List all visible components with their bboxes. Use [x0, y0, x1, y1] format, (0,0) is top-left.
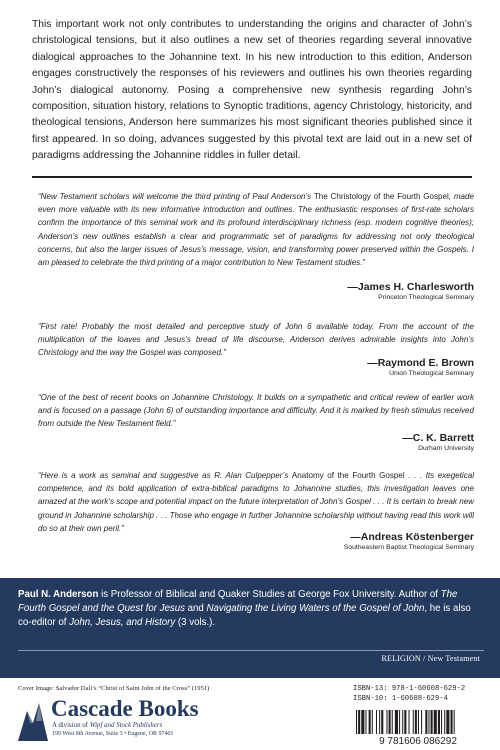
isbn-10: ISBN-10: 1-60608-629-4 — [353, 695, 448, 703]
quote-text: . . . Its exegetical competence, and its bold application of extra-biblical paradigms to Johannine studies, this investigation leaves one amazed at the work’s scope and potential impact on the future interpretation of John’s Gospel . . . It is certain to break new ground in Johannine scholarship . . . Those who engage in further Johannine scholarship without having read this work will do so at their own peril.” — [38, 471, 474, 533]
endorser-name: —C. K. Barrett — [402, 432, 474, 444]
cover-image-credit: Cover Image: Salvador Dalí’s “Christ of Saint John of the Cross” (1951) — [18, 685, 210, 692]
barcode-digits: 9 781606 086292 — [379, 736, 457, 746]
barcode-bar — [409, 710, 410, 734]
section-divider — [32, 176, 472, 178]
author-bio — [18, 588, 484, 631]
endorsement-quote — [38, 469, 474, 535]
endorser-name: —Andreas Köstenberger — [350, 531, 474, 543]
isbn-13: ISBN-13: 978-1-60608-629-2 — [353, 685, 466, 693]
book-title: The Fourth Gospel and the Quest for Jesus — [18, 589, 458, 615]
barcode-bar — [454, 710, 455, 734]
book-title: Navigating the Living Waters of the Gospel of John — [206, 603, 425, 615]
barcode-bar — [386, 710, 387, 734]
back-cover-description: This important work not only contributes to understanding the origins and character of John’s christological tensions, but it also outlines a new set of theories regarding several innovative dialogical approaches to the Johannine text. In his new introduction to this edition, Anderson engages constructively the responses of his reviewers and outlines his own theories regarding John’s dialogical autonomy. Posing a comprehensive new synthesis regarding John’s composition, situation history, relations to Synoptic traditions, agency Christology, historicity, and theological tensions, Anderson here summarizes his most significant theories published since it first appeared. In so doing, advances suggested by this pivotal text are laid out in a new set of paradigms addressing the Johannine riddles in fuller detail. — [32, 19, 472, 162]
barcode-bar — [358, 710, 360, 734]
barcode-bar — [372, 710, 373, 734]
barcode-bar — [434, 710, 437, 734]
publisher-logo — [18, 697, 228, 742]
barcode-bar — [369, 710, 371, 734]
bio-text: and — [184, 603, 207, 615]
barcode-bar — [441, 710, 442, 734]
barcode-bar — [438, 710, 440, 734]
quote-text: “First rate! Probably the most detailed and perceptive study of John 6 available today. From the account of the multiplication of the loaves and Jesus’s bread of life discourse, Anderson derives admirable insights into John’s Christology and the way the Gospel was composed.” — [38, 322, 474, 358]
barcode-bar — [415, 710, 417, 734]
quote-text: “Here is a work as seminal and suggestive as R. Alan Culpepper’s — [38, 471, 292, 480]
barcode-bar — [399, 710, 400, 734]
endorsement-attribution — [344, 531, 474, 552]
barcode-bar — [451, 710, 453, 734]
barcode-bar — [428, 710, 429, 734]
barcode-bar — [365, 710, 366, 734]
bio-text: , he is also co-editor of — [18, 603, 471, 629]
band-divider — [18, 650, 484, 651]
barcode-bar — [389, 710, 391, 734]
barcode-bar — [356, 710, 357, 734]
barcode-bar — [418, 710, 419, 734]
quote-text: , made even more valuable with its new informative introduction and outlines. The enthusiastic responses of first-rate scholars confirm the importance of this seminal work and its profound interdisciplinary richness (esp. modern cognitive theories); Anderson’s new outlines establish a clear and programmatic set of paradigms for addressing not only theological concerns, but also the larger issues of Jesus’s message, vision, and transforming power preserved within the Gospels. I am pleased to celebrate the third printing of a major contribution to New Testament studies.” — [38, 192, 474, 268]
bio-text: (3 vols.). — [175, 617, 216, 629]
subject-category: RELIGION / New Testament — [381, 654, 480, 663]
barcode-bar — [395, 710, 398, 734]
book-title: John, Jesus, and History — [69, 617, 176, 629]
author-bio-band — [0, 578, 500, 678]
endorser-institution: Union Theological Seminary — [389, 370, 474, 377]
barcode-bar — [421, 710, 422, 734]
book-title: The Christology of the Fourth Gospel — [313, 192, 449, 201]
publisher-tagline — [52, 722, 162, 729]
endorser-institution: Durham University — [418, 445, 474, 452]
endorser-name: —James H. Charlesworth — [347, 281, 474, 293]
endorsement-attribution — [402, 432, 474, 453]
parent-publisher: Wipf and Stock Publishers — [89, 722, 163, 729]
quote-text: “One of the best of recent books on Johannine Christology. It builds on a sympathetic and critical review of earlier work and is focused on a passage (John 6) of outstanding importance and difficulty. And it is marked by fresh stimulus received from outside the New Testament field.” — [38, 393, 474, 429]
author-name: Paul N. Anderson — [18, 589, 99, 600]
barcode-bar — [361, 710, 364, 734]
endorsement-quote — [38, 190, 474, 269]
endorsement-attribution — [347, 281, 474, 302]
endorsement-quote — [38, 391, 474, 431]
barcode — [346, 684, 490, 746]
tagline-text: A division of — [52, 722, 90, 729]
barcode-bar — [376, 710, 377, 734]
endorser-name: —Raymond E. Brown — [367, 357, 474, 369]
barcode-bar — [392, 710, 393, 734]
quote-text: “New Testament scholars will welcome the third printing of Paul Anderson’s — [38, 192, 314, 201]
endorsement-quote — [38, 320, 474, 360]
cascade-mountain-icon — [18, 697, 48, 741]
publisher-address: 199 West 8th Avenue, Suite 3 • Eugene, OR 97401 — [52, 731, 174, 737]
book-title: Anatomy of the Fourth Gospel — [291, 471, 405, 480]
endorser-institution: Southeastern Baptist Theological Seminary — [343, 544, 474, 551]
barcode-bar — [431, 710, 433, 734]
publisher-name: Cascade Books — [51, 696, 199, 721]
barcode-bar — [446, 710, 449, 734]
endorsement-attribution — [367, 357, 474, 378]
bio-text: is Professor of Biblical and Quaker Studies at George Fox University. Author of — [98, 589, 441, 600]
barcode-bar — [381, 710, 383, 734]
barcode-bar — [413, 710, 414, 734]
endorser-institution: Princeton Theological Seminary — [378, 294, 474, 301]
barcode-bars — [356, 710, 455, 734]
barcode-bar — [379, 710, 380, 734]
barcode-bar — [402, 710, 403, 734]
barcode-bar — [404, 710, 406, 734]
barcode-bar — [425, 710, 427, 734]
barcode-bar — [444, 710, 445, 734]
